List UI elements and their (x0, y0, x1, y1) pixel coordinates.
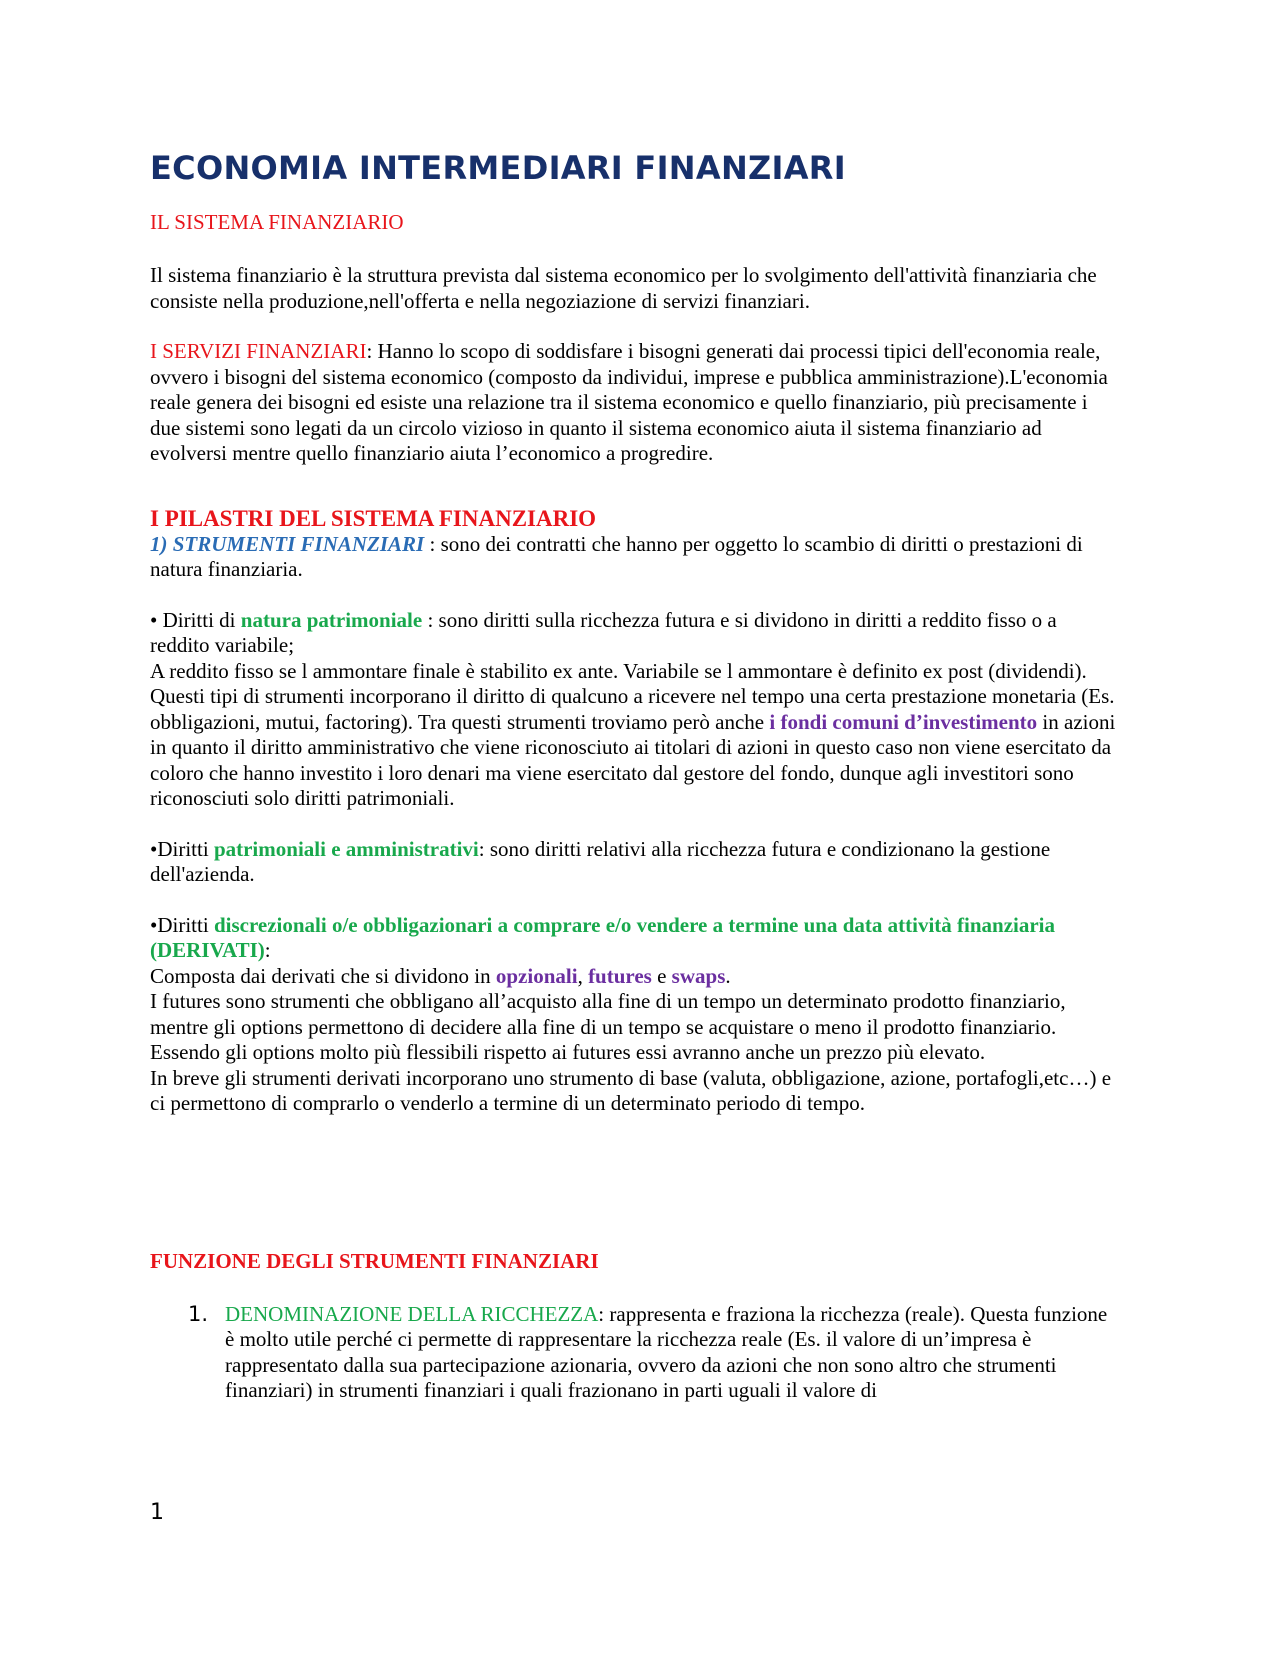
document-body (150, 148, 1120, 1404)
heading-sistema-finanziario: IL SISTEMA FINANZIARIO (150, 210, 404, 234)
paragraph-futures-options: I futures sono strumenti che obbligano all’acquisto alla fine di un tempo un determinato prodotto finanziario, mentre gli options permettono di decidere alla fine di un tempo se acquistare o meno il prodotto finanziario. Essendo gli options molto più flessibili rispetto ai futures essi avranno anche un prezzo più elevato. (150, 989, 1066, 1064)
text-servizi-finanziari: : Hanno lo scopo di soddisfare i bisogni generati dai processi tipici dell'economia reale, ovvero i bisogni del sistema economico (composto da individui, imprese e pubblica amministrazione).L'economia reale genera dei bisogni ed esiste una relazione tra il sistema economico e quello finanziario, più precisamente i due sistemi sono legati da un circolo vizioso in quanto il sistema economico aiuta il sistema finanziario ad evolversi mentre quello finanziario aiuta l’economico a progredire. (150, 339, 1108, 465)
bullet-text: : sono diritti sulla ricchezza futura e si dividono in diritti a reddito fisso o a reddito variabile; (150, 607, 1057, 657)
heading-funzione-strumenti: FUNZIONE DEGLI STRUMENTI FINANZIARI (150, 1248, 599, 1273)
text-strumenti-finanziari: : sono dei contratti che hanno per oggetto lo scambio di diritti o prestazioni di natura finanziaria. (150, 531, 1083, 581)
paragraph-in-breve: In breve gli strumenti derivati incorporano uno strumento di base (valuta, obbligazione, azione, portafogli,etc…) e ci permettono di comprarlo o venderlo a termine di un determinato periodo di tempo. (150, 1065, 1112, 1115)
text-segment: . (725, 963, 731, 988)
term-patrimoniali-amministrativi: patrimoniali e amministrativi (213, 836, 479, 861)
text-segment: e (651, 963, 672, 988)
list-number: 1. (188, 1301, 209, 1326)
page-number: 1 (150, 1500, 164, 1525)
list-item-denominazione (225, 1302, 1120, 1404)
bullet-text: : (264, 938, 271, 962)
text-segment: , (577, 963, 589, 988)
numbered-list (150, 1302, 1120, 1404)
bullet-derivati (150, 913, 1120, 964)
paragraph-fondi-comuni (150, 684, 1120, 812)
bullet-prefix: •Diritti (150, 836, 214, 861)
paragraph-tipi-derivati (150, 964, 1120, 990)
term-futures: futures (588, 963, 652, 988)
paragraph-servizi-finanziari (150, 339, 1120, 467)
term-natura-patrimoniale: natura patrimoniale (240, 607, 423, 632)
document-title: ECONOMIA INTERMEDIARI FINANZIARI (150, 149, 846, 187)
term-fondi-comuni: i fondi comuni d’investimento (769, 709, 1038, 734)
list-item-text: : rappresenta e fraziona la ricchezza (reale). Questa funzione è molto utile perché ci permette di rappresentare la ricchezza reale (Es. il valore di un’impresa è rappresentato dalla sua partecipazione azionaria, ovvero da azioni che non sono altro che strumenti finanziari) in strumenti finanziari i quali frazionano in parti uguali il valore di (225, 1301, 1108, 1402)
heading-pilastri: I PILASTRI DEL SISTEMA FINANZIARIO (150, 505, 597, 531)
label-servizi-finanziari: I SERVIZI FINANZIARI (150, 339, 367, 363)
text-segment: Questi tipi di strumenti incorporano il diritto di qualcuno a ricevere nel tempo una certa prestazione monetaria (Es. obbligazioni, mutui, factoring). Tra questi strumenti troviamo però anche (150, 684, 1115, 734)
bullet-text: : sono diritti relativi alla ricchezza futura e condizionano la gestione dell'azienda. (150, 836, 1051, 886)
text-segment: in azioni in quanto il diritto amministrativo che viene riconosciuto ai titolari di azioni in questo caso non viene esercitato da coloro che hanno investito i loro denari ma viene esercitato dal gestore del fondo, dunque agli investitori sono riconosciuti solo diritti patrimoniali. (150, 709, 1116, 810)
term-swaps: swaps (671, 963, 726, 988)
term-denominazione: DENOMINAZIONE DELLA RICCHEZZA (225, 1301, 599, 1326)
bullet-patrimoniali-amministrativi (150, 837, 1120, 888)
term-opzionali: opzionali (495, 963, 578, 988)
bullet-prefix: •Diritti (150, 912, 214, 937)
bullet-prefix: • Diritti di (150, 607, 241, 632)
term-derivati: discrezionali o/e obbligazionari a comprare e/o vendere a termine una data attività finanziaria (DERIVATI) (150, 912, 1056, 962)
paragraph-sistema-definition: Il sistema finanziario è la struttura prevista dal sistema economico per lo svolgimento dell'attività finanziaria che consiste nella produzione,nell'offerta e nella negoziazione di servizi finanziari. (150, 263, 1097, 313)
label-strumenti-finanziari: 1) STRUMENTI FINANZIARI (150, 531, 425, 556)
paragraph-strumenti-finanziari (150, 532, 1120, 583)
text-segment: Composta dai derivati che si dividono in (150, 963, 496, 988)
bullet-natura-patrimoniale (150, 608, 1120, 659)
paragraph-reddito-fisso: A reddito fisso se l ammontare finale è stabilito ex ante. Variabile se l ammontare è definito ex post (dividendi). (150, 658, 1087, 683)
